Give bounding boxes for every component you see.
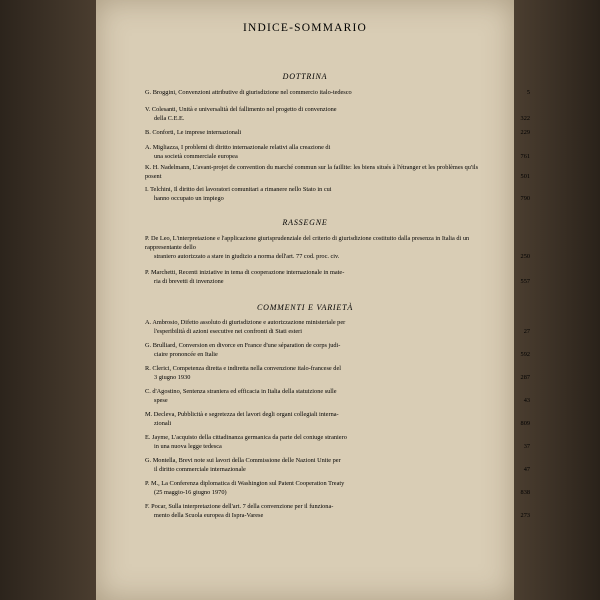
toc-entry [145,433,495,451]
toc-entry [145,163,495,181]
toc-entry [145,341,495,359]
entry-page: 287 [520,374,530,381]
entry-page: 250 [520,253,530,260]
entry-text-cont: ciaire prononcée en Italie [154,351,218,358]
entry-text-cont: in una nuova legge tedesca [154,443,222,450]
entry-text: A. Migliazza, I problemi di diritto internazionale relativi alla creazione di [145,144,331,151]
entry-text-cont: (25 maggio-16 giugno 1970) [154,489,227,496]
page-title: INDICE-SOMMARIO [242,22,368,34]
entry-text: G. Brulliard, Conversion en divorce en France d'une séparation de corps judi- [145,342,341,349]
entry-text: C. d'Agostino, Sentenza straniera ed efficacia in Italia della statuizione sulle [145,388,337,395]
entry-text-cont: spese [154,397,168,404]
entry-text-cont: 3 giugno 1930 [154,374,191,381]
entry-page: 27 [523,328,530,335]
entry-text-cont: il diritto commerciale internazionale [154,466,246,473]
entry-text: G. Broggini, Convenzioni attributive di giurisdizione nel commercio italo-tedesco [145,89,352,96]
entry-page: 47 [523,466,530,473]
entry-text-cont: una società commerciale europea [154,153,238,160]
toc-entry [145,128,495,137]
entry-text: P. Marchetti, Recenti iniziative in tema di cooperazione internazionale in mate- [145,269,345,276]
book-spine-shadow [0,0,96,600]
entry-text-cont: mento della Scuola europea di Ispra-Varese [154,512,264,519]
entry-page: 322 [520,115,530,122]
entry-page: 838 [520,489,530,496]
toc-entry [145,234,495,261]
toc-entry [145,268,495,286]
entry-page: 790 [520,195,530,202]
entry-text-cont: ria di brevetti di invenzione [154,278,224,285]
toc-entry [145,502,495,520]
entry-text-cont: hanno occupato un impiego [154,195,224,202]
entry-text-cont: della C.E.E. [154,115,185,122]
entry-page: 43 [523,397,530,404]
entry-text: M. Decleva, Pubblicità e segretezza dei lavori degli organi collegiali interna- [145,411,339,418]
entry-text: G. Montella, Brevi note sui lavori della Commissione delle Nazioni Unite per [145,457,341,464]
toc-entry [145,456,495,474]
entry-text: R. Clerici, Competenza diretta e indiretta nella convenzione italo-francese del [145,365,341,372]
entry-page: 5 [526,89,530,96]
entry-text: E. Jayme, L'acquisto della cittadinanza germanica da parte del coniuge straniero [145,434,347,441]
entry-text: B. Conforti, Le imprese internazionali [145,129,242,136]
section-heading-commenti: COMMENTI E VARIETÀ [256,303,354,312]
toc-entry [145,318,495,336]
entry-text: V. Colesanti, Unità e universalità del fallimento nel progetto di convenzione [145,106,337,113]
entry-page: 557 [520,278,530,285]
entry-text: A. Ambrosio, Difetto assoluto di giurisdizione e autorizzazione ministeriale per [145,319,346,326]
toc-entry [145,105,495,123]
toc-entry [145,387,495,405]
entry-page: 592 [520,351,530,358]
entry-page: 501 [520,173,530,180]
toc-entry [145,410,495,428]
entry-page: 273 [520,512,530,519]
toc-entry [145,88,495,97]
toc-entry [145,143,495,161]
entry-text: F. Pocar, Sulla interpretazione dell'art. 7 della convenzione per il funziona- [145,503,334,510]
entry-text: P. De Leo, L'interpretazione e l'applicazione giurisprudenziale del criterio di giurisdizione costituito dalla presenza in Italia di un rappresentante dello [145,235,470,251]
entry-page: 37 [523,443,530,450]
entry-text-cont: l'esperibilità di azioni esecutive nei confronti di Stati esteri [154,328,303,335]
section-heading-rassegne: RASSEGNE [282,218,328,227]
entry-page: 229 [520,129,530,136]
toc-entry [145,185,495,203]
toc-entry [145,364,495,382]
entry-page: 761 [520,153,530,160]
entry-text-cont: straniero autorizzato a stare in giudizio a norma dell'art. 77 cod. proc. civ. [154,253,340,260]
toc-entry [145,479,495,497]
entry-text: I. Telchini, Il diritto dei lavoratori comunitari a rimanere nello Stato in cui [145,186,332,193]
entry-text: K. H. Nadelmann, L'avant-projet de convention du marché commun sur la faillite: les biens situés à l'étranger et les problèmes qu'ils posent [145,164,479,180]
section-heading-dottrina: DOTTRINA [282,72,328,81]
entry-text-cont: zionali [154,420,172,427]
entry-text: P. M., La Conferenza diplomatica di Washington sul Patent Cooperation Treaty [145,480,345,487]
entry-page: 809 [520,420,530,427]
